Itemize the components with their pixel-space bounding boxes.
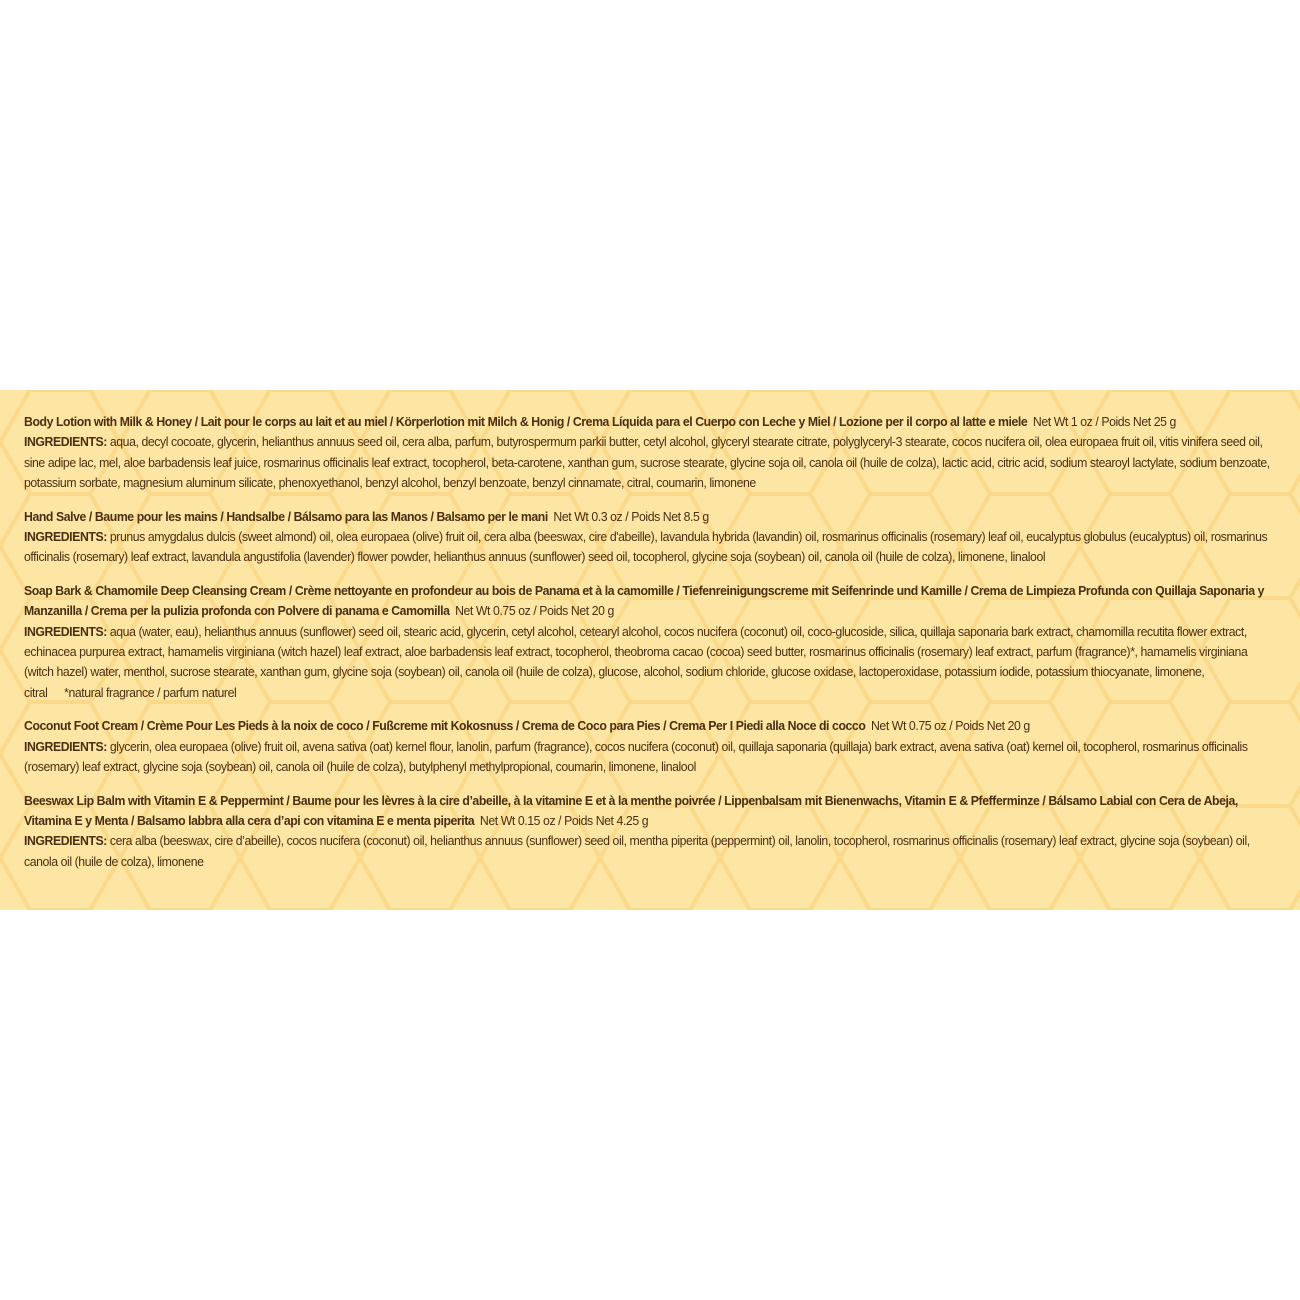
ingredients-list: prunus amygdalus dulcis (sweet almond) oil, olea europaea (olive) fruit oil, cera alba (beeswax, cire d'abeille), lavandula hybrida (lavandin) oil, rosmarinus officinalis (rosemary) leaf oil, eucalyptus globulus (eucalyptus) oil, rosmarinus officinalis (rosemary) leaf extract, lavandula angustifolia (lavender) flower powder, helianthus annuus (sunflower) seed oil, tocopherol, glycine soja (soybean) oil, canola oil (huile de colza), limonene, linalool [24,529,1268,565]
ingredients-label: INGREDIENTS: [24,833,107,849]
fragrance-note: *natural fragrance / parfum naturel [64,684,237,700]
product-block [24,791,1274,873]
ingredients-label: INGREDIENTS: [24,738,107,754]
ingredients-list: aqua (water, eau), helianthus annuus (sunflower) seed oil, stearic acid, glycerin, cetyl alcohol, cetearyl alcohol, cocos nucifera (coconut) oil, coco-glucoside, silica, quillaja saponaria bark extract, chamomilla recutita flower extract, echinacea purpurea extract, hamamelis virginiana (witch hazel) leaf extract, aloe barbadensis leaf extract, tocopherol, theobroma cacao (cocoa) seed butter, rosmarinus officinalis (rosemary) leaf extract, parfum (fragrance)*, hamamelis virginiana (witch hazel) water, menthol, sucrose stearate, xanthan gum, glycine soja (soybean) oil, canola oil (huile de colza), glucose, alcohol, sodium chloride, glucose oxidase, lactoperoxidase, potassium iodide, potassium thiocyanate, limonene, citral [24,623,1248,700]
product-block [24,716,1274,777]
net-weight: Net Wt 1 oz / Poids Net 25 g [1032,414,1176,429]
product-block [24,581,1274,703]
net-weight: Net Wt 0.15 oz / Poids Net 4.25 g [479,812,649,828]
net-weight: Net Wt 0.3 oz / Poids Net 8.5 g [553,508,709,524]
product-block [24,412,1274,494]
product-title: Soap Bark & Chamomile Deep Cleansing Cream / Crème nettoyante en profondeur au bois de Panama et à la camomille / Tiefenreinigungscreme mit Seifenrinde und Kamille / Crema de Limpieza Profunda con Quillaja Saponaria y Manzanilla / Crema per la pulizia profonda con Polvere di panama e Camomilla [24,582,1265,619]
product-title: Beeswax Lip Balm with Vitamin E & Peppermint / Baume pour les lèvres à la cire d’abeille, à la vitamine E et à la menthe poivrée / Lippenbalsam mit Bienenwachs, Vitamin E & Pfefferminze / Bálsamo Labial con Cera de Abeja, Vitamina E y Menta / Balsamo labbra alla cera d’api con vitamina E e menta piperita [24,792,1238,828]
net-weight: Net Wt 0.75 oz / Poids Net 20 g [870,718,1030,734]
ingredients-list: glycerin, olea europaea (olive) fruit oil, avena sativa (oat) kernel flour, lanolin, parfum (fragrance), cocos nucifera (coconut) oil, quillaja saponaria (quillaja) bark extract, avena sativa (oat) kernel oil, tocopherol, rosmarinus officinalis (rosemary) leaf extract, glycine soja (soybean) oil, canola oil (huile de colza), butylphenyl methylpropional, coumarin, limonene, linalool [24,738,1248,775]
ingredients-label: INGREDIENTS: [24,529,107,545]
ingredients-label: INGREDIENTS: [24,623,107,639]
product-title: Hand Salve / Baume pour les mains / Handsalbe / Bálsamo para las Manos / Balsamo per le mani [24,508,548,524]
product-title: Body Lotion with Milk & Honey / Lait pour le corps au lait et au miel / Körperlotion mit Milch & Honig / Crema Líquida para el Cuerpo con Leche y Miel / Lozione per il corpo al latte e miele [24,414,1028,429]
product-block [24,507,1274,568]
ingredients-list: cera alba (beeswax, cire d’abeille), cocos nucifera (coconut) oil, helianthus annuus (sunflower) seed oil, mentha piperita (peppermint) oil, lanolin, tocopherol, rosmarinus officinalis (rosemary) leaf extract, glycine soja (soybean) oil, canola oil (huile de colza), limonene [24,833,1250,869]
net-weight: Net Wt 0.75 oz / Poids Net 20 g [455,603,614,619]
product-title: Coconut Foot Cream / Crème Pour Les Pieds à la noix de coco / Fußcreme mit Kokosnuss / Crema de Coco para Pies / Crema Per I Piedi alla Noce di cocco [24,718,866,734]
ingredients-content [24,412,1274,885]
ingredients-panel [0,390,1300,910]
ingredients-label: INGREDIENTS: [24,434,107,450]
ingredients-list: aqua, decyl cocoate, glycerin, helianthus annuus seed oil, cera alba, parfum, butyrospermum parkii butter, cetyl alcohol, glyceryl stearate citrate, polyglyceryl-3 stearate, cocos nucifera oil, olea europaea fruit oil, vitis vinifera seed oil, sine adipe lac, mel, aloe barbadensis leaf juice, rosmarinus officinalis leaf extract, tocopherol, beta-carotene, xanthan gum, sucrose stearate, glycine soja oil, canola oil (huile de colza), lactic acid, citric acid, sodium stearoyl lactylate, sodium benzoate, potassium sorbate, magnesium aluminum silicate, phenoxyethanol, benzyl alcohol, benzyl benzoate, benzyl cinnamate, citral, coumarin, limonene [24,434,1270,491]
